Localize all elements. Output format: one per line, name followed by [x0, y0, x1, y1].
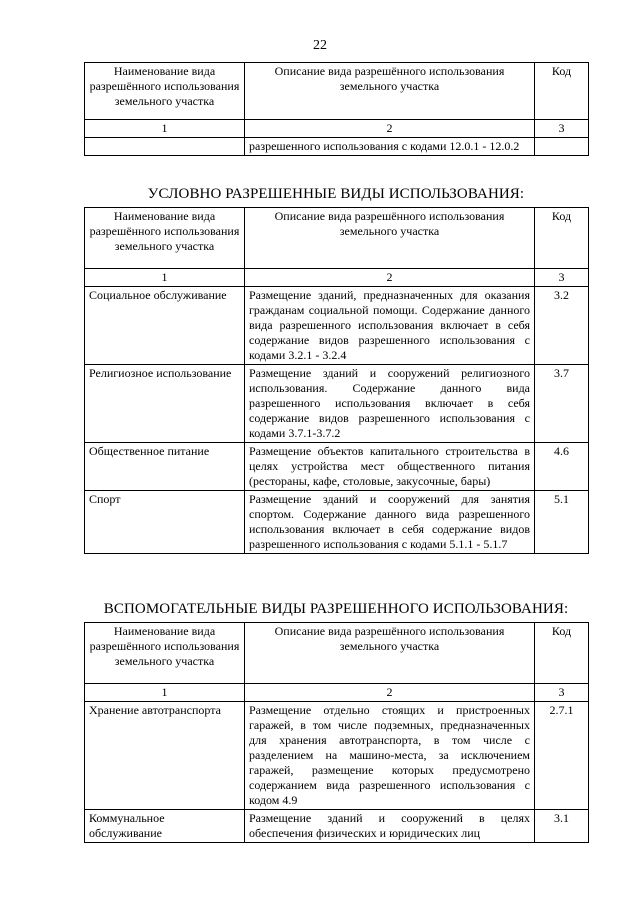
use-name	[85, 138, 245, 156]
column-number-1: 1	[85, 684, 245, 702]
use-description: разрешенного использования с кодами 12.0.1 - 12.0.2	[245, 138, 535, 156]
table-header-row	[85, 623, 589, 684]
table-row	[85, 287, 589, 365]
header-description: Описание вида разрешённого использования земельного участка	[245, 623, 535, 684]
table-row	[85, 702, 589, 810]
main-uses-table-continuation	[84, 62, 589, 156]
conditional-uses-table	[84, 207, 589, 554]
table-header-row	[85, 63, 589, 120]
use-code: 5.1	[535, 491, 589, 554]
use-name: Хранение автотранспорта	[85, 702, 245, 810]
use-description: Размещение зданий и сооружений в целях обеспечения физических и юридических лиц	[245, 810, 535, 843]
column-number-row	[85, 120, 589, 138]
auxiliary-uses-table	[84, 622, 589, 843]
page-number: 22	[313, 38, 327, 53]
use-code: 3.2	[535, 287, 589, 365]
use-name: Спорт	[85, 491, 245, 554]
column-number-2: 2	[245, 269, 535, 287]
use-description: Размещение объектов капитального строительства в целях устройства мест общественного питания (рестораны, кафе, столовые, закусочные, бары)	[245, 443, 535, 491]
use-description: Размещение зданий, предназначенных для оказания гражданам социальной помощи. Содержание данного вида разрешенного использования включает в себя содержание видов разрешенного использования с кодами 3.2.1 - 3.2.4	[245, 287, 535, 365]
use-name: Коммунальное обслуживание	[85, 810, 245, 843]
column-number-1: 1	[85, 269, 245, 287]
column-number-row	[85, 684, 589, 702]
table-row	[85, 365, 589, 443]
use-description: Размещение зданий и сооружений для занятия спортом. Содержание данного вида разрешенного использования включает в себя содержание видов разрешенного использования с кодами 5.1.1 - 5.1.7	[245, 491, 535, 554]
use-code: 4.6	[535, 443, 589, 491]
use-code	[535, 138, 589, 156]
header-name: Наименование вида разрешённого использования земельного участка	[85, 63, 245, 120]
column-number-3: 3	[535, 269, 589, 287]
header-name: Наименование вида разрешённого использования земельного участка	[85, 623, 245, 684]
section-title-conditional-uses: УСЛОВНО РАЗРЕШЕННЫЕ ВИДЫ ИСПОЛЬЗОВАНИЯ:	[147, 186, 525, 202]
header-description: Описание вида разрешённого использования земельного участка	[245, 63, 535, 120]
column-number-3: 3	[535, 120, 589, 138]
use-description: Размещение зданий и сооружений религиозного использования. Содержание данного вида разрешенного использования включает в себя содержание видов разрешенного использования с кодами 3.7.1-3.7.2	[245, 365, 535, 443]
use-description: Размещение отдельно стоящих и пристроенных гаражей, в том числе подземных, предназначенных для хранения автотранспорта, в том числе с разделением на машино-места, за исключением гаражей, размещение которых предусмотрено содержанием вида разрешенного использования с кодом 4.9	[245, 702, 535, 810]
table-header-row	[85, 208, 589, 269]
column-number-row	[85, 269, 589, 287]
header-name: Наименование вида разрешённого использования земельного участка	[85, 208, 245, 269]
column-number-1: 1	[85, 120, 245, 138]
column-number-2: 2	[245, 684, 535, 702]
use-code: 2.7.1	[535, 702, 589, 810]
header-description: Описание вида разрешённого использования земельного участка	[245, 208, 535, 269]
use-name: Религиозное использование	[85, 365, 245, 443]
table-row	[85, 491, 589, 554]
table-row	[85, 810, 589, 843]
table-row	[85, 443, 589, 491]
table-row	[85, 138, 589, 156]
section-title-auxiliary-uses: ВСПОМОГАТЕЛЬНЫЕ ВИДЫ РАЗРЕШЕННОГО ИСПОЛЬЗОВАНИЯ:	[103, 601, 569, 617]
use-code: 3.1	[535, 810, 589, 843]
header-code: Код	[535, 208, 589, 269]
use-code: 3.7	[535, 365, 589, 443]
use-name: Общественное питание	[85, 443, 245, 491]
column-number-2: 2	[245, 120, 535, 138]
header-code: Код	[535, 63, 589, 120]
use-name: Социальное обслуживание	[85, 287, 245, 365]
header-code: Код	[535, 623, 589, 684]
column-number-3: 3	[535, 684, 589, 702]
